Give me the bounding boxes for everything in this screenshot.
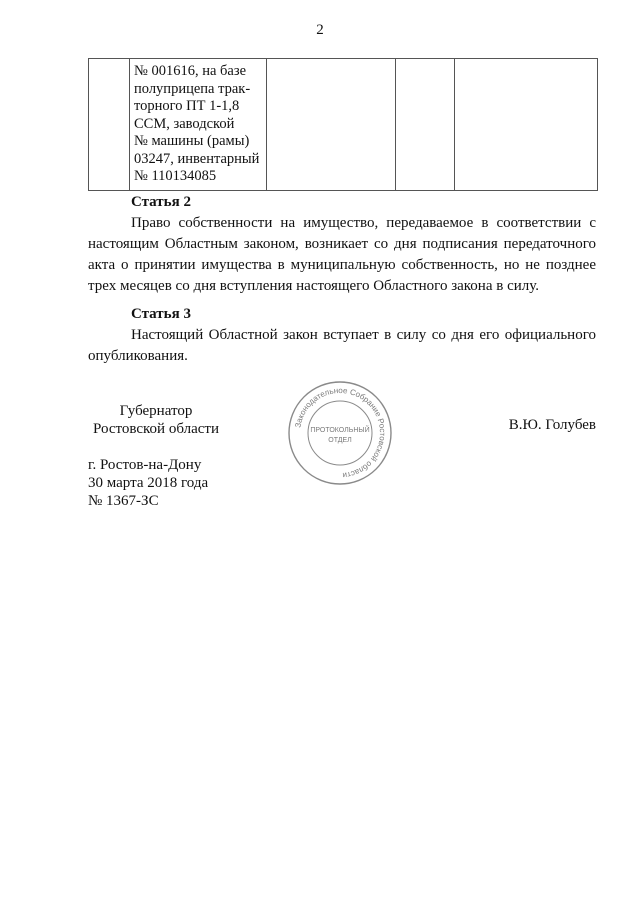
article-3-text: Настоящий Областной закон вступает в силу со дня его официального опубликования. [88,327,596,364]
article-2-title: Статья 2 [131,194,191,210]
law-number: № 1367-ЗС [88,493,159,509]
table-row [89,59,598,191]
place-and-date [88,456,208,510]
signatory-title-line2: Ростовской области [93,421,219,437]
stamp-ring-text: Законодательное Собрание Ростовской области [293,385,388,480]
signatory-title-line1: Губернатор [119,403,193,419]
article-3-title: Статья 3 [131,306,191,322]
place-city: г. Ростов-на-Дону [88,457,202,473]
stamp-center-line2: ОТДЕЛ [328,437,352,444]
page-number: 2 [316,22,324,38]
signatory-name: В.Ю. Голубев [508,417,596,433]
table-cell-description: № 001616, на базе полуприцепа трак- торного ПТ 1-1,8 ССМ, заводской № машины (рамы) 03247, инвентарный № 110134085 [130,59,267,191]
table-cell-empty-5 [455,59,598,191]
property-table [88,58,598,191]
signatory-title [88,402,224,438]
article-2-text: Право собственности на имущество, передаваемое в соответствии с настоящим Областным законом, возникает со дня подписания передаточного акта о принятии имущества в муниципальную собственность, но не позднее трех месяцев со дня вступления настоящего Областного закона в силу. [88,215,596,294]
official-stamp [287,380,393,486]
table-cell-empty-4 [396,59,455,191]
table-cell-number [89,59,130,191]
place-date: 30 марта 2018 года [88,475,209,491]
table-cell-empty-3 [267,59,396,191]
stamp-center-line1: ПРОТОКОЛЬНЫЙ [310,427,370,434]
